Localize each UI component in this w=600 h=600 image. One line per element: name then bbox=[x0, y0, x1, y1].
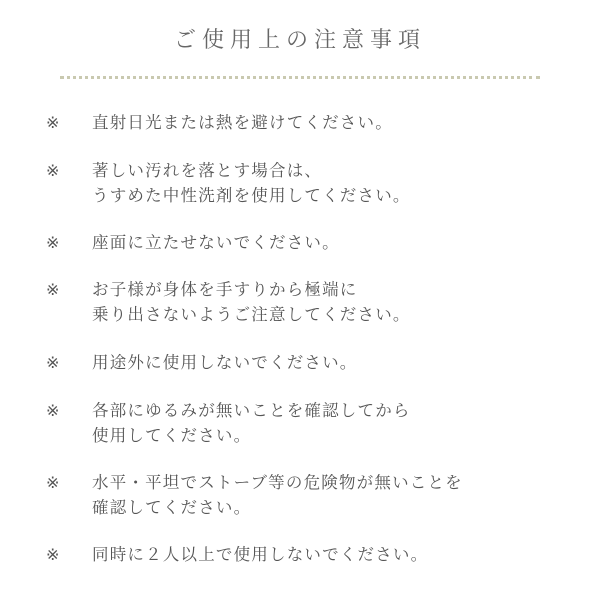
caution-text bbox=[92, 542, 572, 567]
caution-line: 座面に立たせないでください。 bbox=[92, 233, 340, 252]
caution-text bbox=[92, 398, 572, 448]
caution-text bbox=[92, 230, 572, 255]
reference-mark-icon: ※ bbox=[46, 353, 60, 372]
caution-text bbox=[92, 470, 572, 520]
caution-text bbox=[92, 158, 572, 208]
reference-mark-icon: ※ bbox=[46, 113, 60, 132]
caution-line: 著しい汚れを落とす場合は、 bbox=[92, 161, 323, 180]
caution-line: お子様が身体を手すりから極端に bbox=[92, 280, 358, 299]
reference-mark-icon: ※ bbox=[46, 401, 60, 420]
caution-line: 直射日光または熱を避けてください。 bbox=[92, 113, 393, 132]
caution-text bbox=[92, 277, 572, 327]
caution-line: 用途外に使用しないでください。 bbox=[92, 353, 358, 372]
caution-line: 各部にゆるみが無いことを確認してから bbox=[92, 401, 411, 420]
reference-mark-icon: ※ bbox=[46, 280, 60, 299]
caution-text bbox=[92, 350, 572, 375]
caution-line: 乗り出さないようご注意してください。 bbox=[92, 305, 411, 324]
reference-mark-icon: ※ bbox=[46, 545, 60, 564]
caution-line: 水平・平坦でストーブ等の危険物が無いことを bbox=[92, 473, 463, 492]
caution-line: 確認してください。 bbox=[92, 498, 252, 517]
reference-mark-icon: ※ bbox=[46, 161, 60, 180]
caution-line: 使用してください。 bbox=[92, 426, 252, 445]
caution-line: うすめた中性洗剤を使用してください。 bbox=[92, 186, 411, 205]
dotted-divider bbox=[60, 76, 540, 79]
reference-mark-icon: ※ bbox=[46, 473, 60, 492]
reference-mark-icon: ※ bbox=[46, 233, 60, 252]
caution-text bbox=[92, 110, 572, 135]
caution-line: 同時に２人以上で使用しないでください。 bbox=[92, 545, 429, 564]
page-title: ご使用上の注意事項 bbox=[173, 28, 426, 53]
